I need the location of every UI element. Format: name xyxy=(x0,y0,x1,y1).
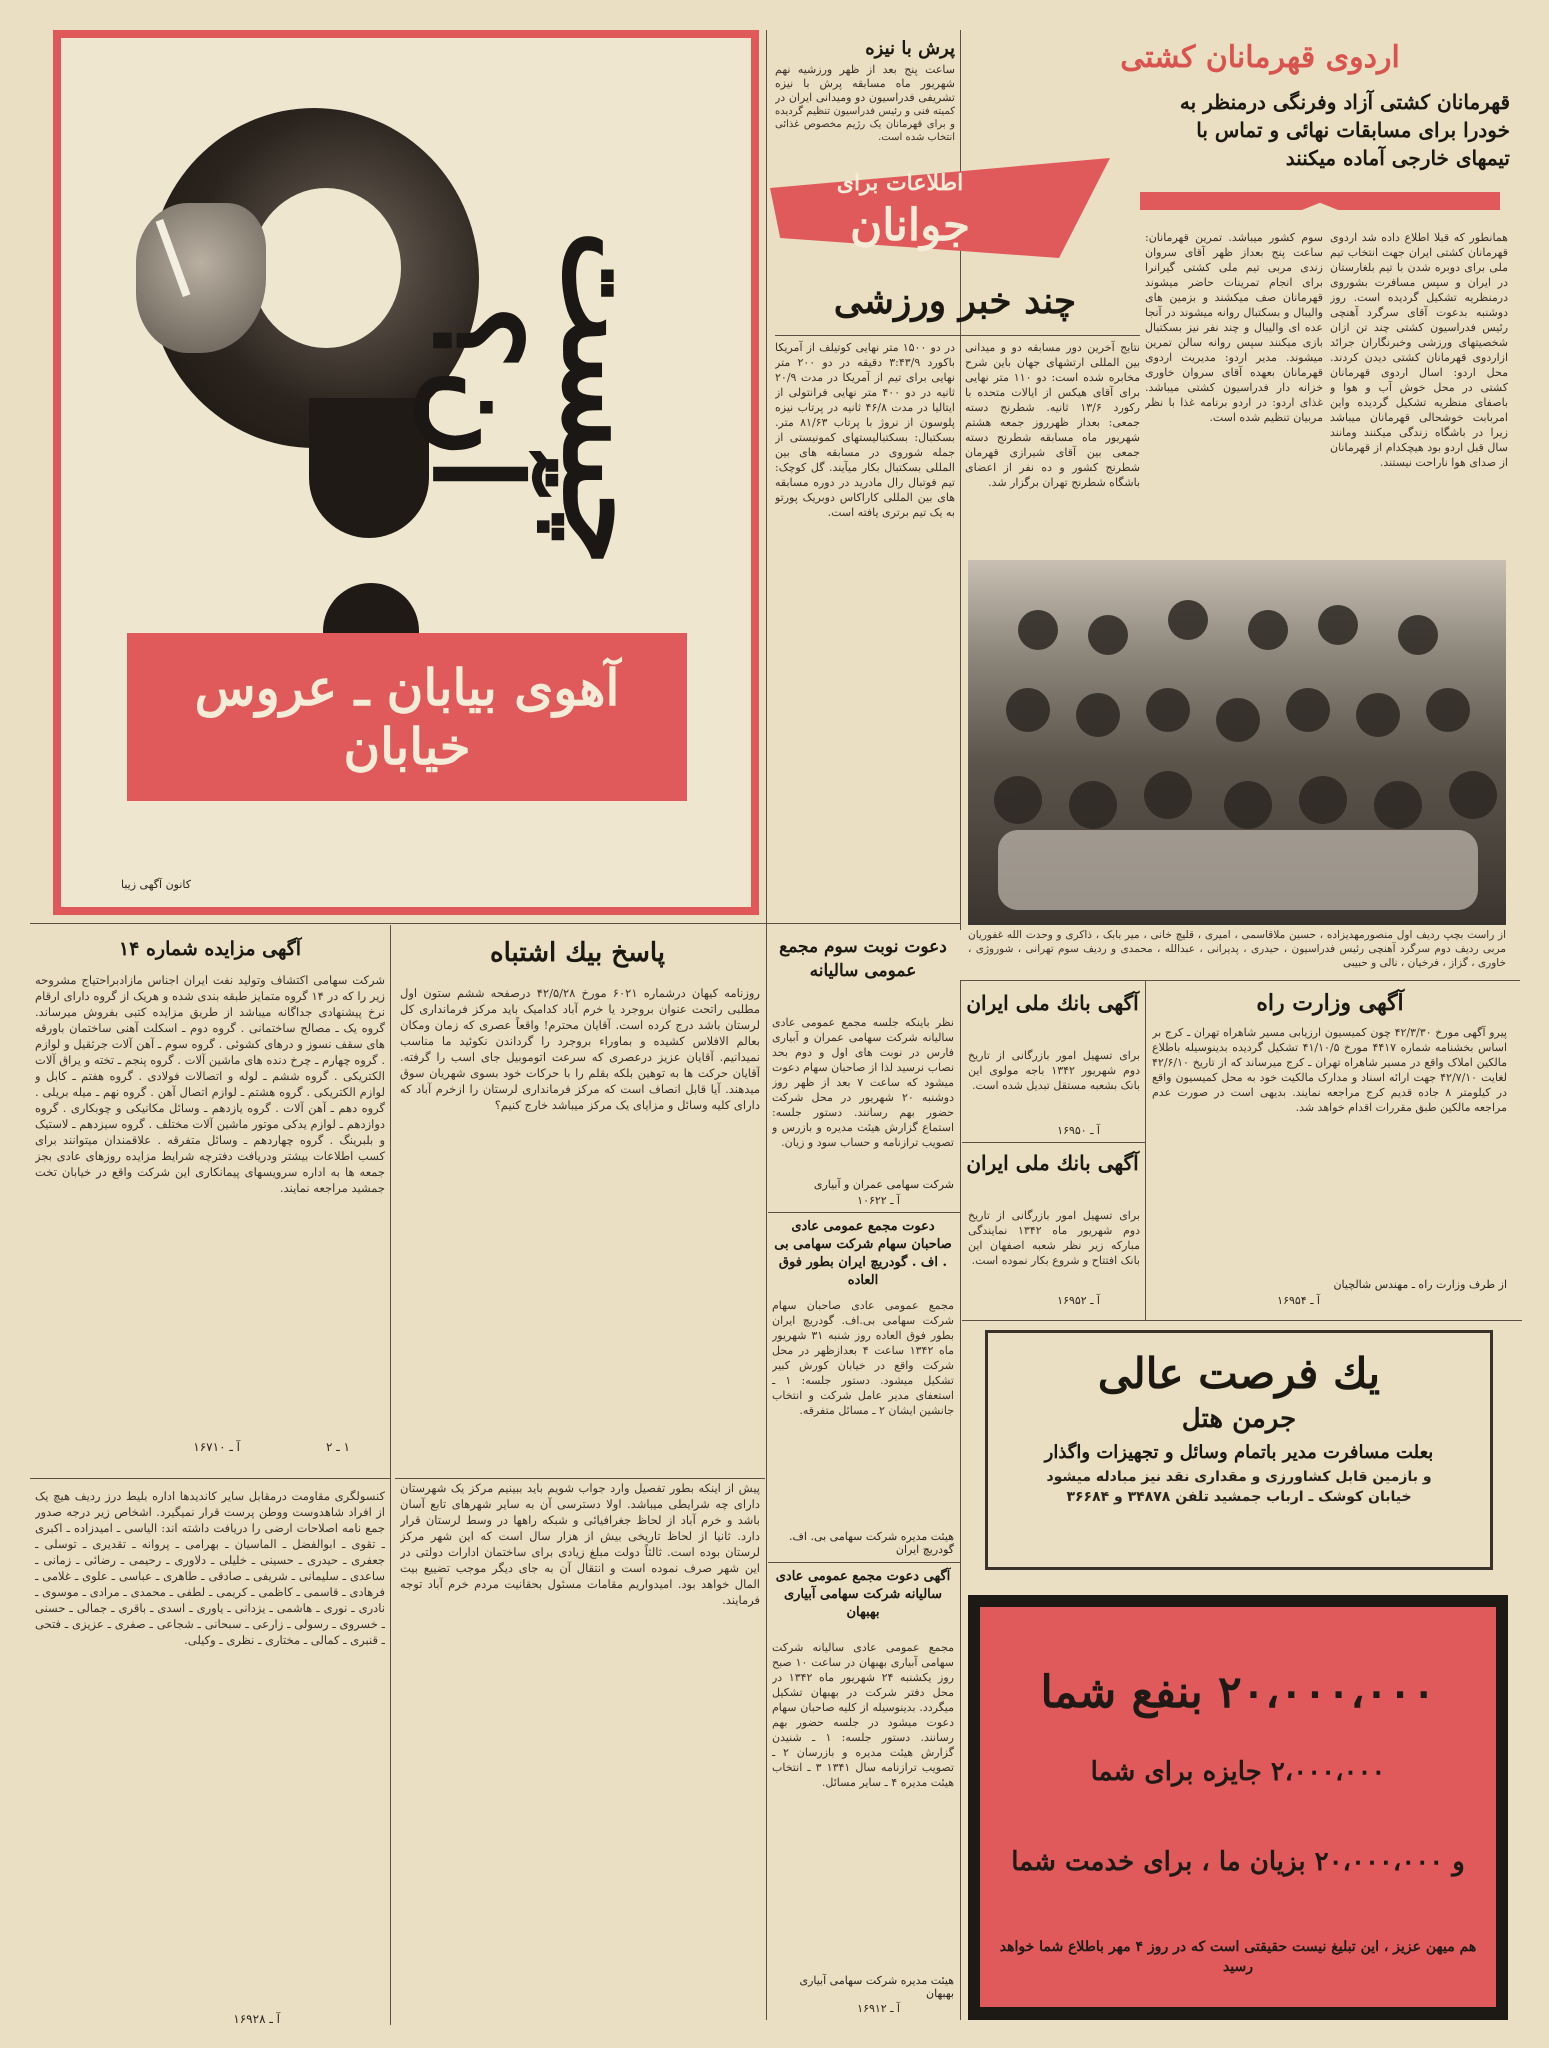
auction-text: شرکت سهامی اکتشاف وتولید نفت ایران اجناس مازادبراحتیاج مشروحه زیر را که در ۱۴ گروه متمایز طبقه بندی شده و هریک از گروه دارای ارقام نرخ پیشنهادی جداگانه میباشد از طریق مزایده کتبی بفروش میرساند. گروه یک ـ مصالح ساختمانی . گروه دوم ـ اسکلت آهنی ساختمان باورقه های سقف نسوز و درهای کشوئی . گروه سوم ـ آهن آلات جرثقیل و لوازم . گروه چهارم ـ چرخ دنده های ماشین آلات . گروه پنجم ـ تخته و یراق آلات الکتریکی . گروه ششم ـ لوله و اتصالات فولادی . گروه هفتم ـ کابل و لوازم الکتریکی . گروه هشتم ـ لوازم اتصال آهن . گروه نهم ـ میله بریلی . گروه دهم ـ آهن آلات . گروه یازدهم ـ وسائل مکانیکی و چوبکاری . گروه دوازدهم ـ لوازم یدکی موتور ماشین آلات مختلف . گروه سیزدهم ـ لاستیک و بلبرینگ . گروه چهاردهم ـ وسائل متفرقه . علاقمندان میتوانند برای کسب اطلاعات بیشتر ودریافت دفترچه شرایط مزایده روزهای عادی بجز جمعه ها به اداره سرویسهای پیمانکاری این شرکت واقع در خیابان تخت جمشید مراجعه نمایند. xyxy=(35,973,385,1195)
bank2-text: برای تسهیل امور بازرگانی از تاریخ دوم شهریور ماه ۱۳۴۲ نمایندگی مبارکه زیر نظر شعبه اصفهان این بانک افتتاح و شروع بکار نموده است. xyxy=(968,1209,1140,1267)
rule xyxy=(30,1478,390,1479)
hotel-line3: بعلت مسافرت مدیر باتمام وسائل و تجهیزات واگذار xyxy=(1044,1442,1434,1463)
road-text: پیرو آگهی مورخ ۴۲/۳/۳۰ چون کمیسیون ارزیابی مسیر شاهراه تهران ـ کرج بر اساس بخشنامه شماره ۴۴۱۷ مورخ ۴۱/۱۰/۵ تشکیل گردیده بدینوسیله باطلاع مالکین املاک واقع در مسیر شاهراه تهران ـ کرج میرساند که از تاریخ ۴۲/۶/۱۰ لغایت ۴۲/۷/۱۰ جهت ارائه اسناد و مدارک مالکیت خود به محل کمیسیون واقع در کیلومتر ۸ جاده قدیم کرج مراجعه نمایند. بدیهی است در صورت عدم مراجعه مالکین طبق مقررات اقدام خواهد شد. xyxy=(1152,1026,1507,1114)
wrestling-headline: قهرمانان کشتی آزاد وفرنگی درمنظر به خودرا برای مسابقات نهائی و تماس با تیمهای خارجی آماده میکنند xyxy=(1179,90,1510,170)
rule xyxy=(962,1320,1522,1321)
road-title: آگهی وزارت راه xyxy=(1256,990,1404,1016)
reply-title: پاسخ بیك اشتباه xyxy=(489,938,666,968)
hotel-line5: خیابان کوشک ـ ارباب جمشید تلفن ۳۴۸۷۸ و ۳۶۶۸۴ xyxy=(1066,1489,1412,1505)
reply-col2: پیش از اینکه بطور تفصیل وارد جواب شویم باید ببینیم مرکز یک شهرستان دارای چه شرایطی میباشد. اولا دسترسی آن به سایر شهرهای تابع آسان باشد و خرم آباد از لحاظ جغرافیائی و شبکه راهها در وسط لرستان قرار دارد. ثانیا از لحاظ تاریخی بیش از هزار سال است که این شهر مرکز لرستان بوده است. ثالثاً دولت مبلغ زیادی برای ساختمان ادارات دولتی در این شهر صرف نموده است و انتقال آن به جای دیگر موجب تضییع بیت المال خواهد بود. امیدواریم مقامات مسئول بحقانیت مردم خرم آباد توجه فرمایند. xyxy=(400,1481,760,1607)
bank1-text: برای تسهیل امور بازرگانی از تاریخ دوم شهریور ۱۳۴۲ باجه مولوی این بانک بشعبه مستقل تبدیل شده است. xyxy=(968,1049,1140,1092)
big-question-text: چیست آن؟ xyxy=(406,230,677,566)
bank1-code: آ ـ ۱۶۹۵۰ xyxy=(1057,1124,1100,1137)
prize-line4: هم میهن عزیز ، این تبلیغ نیست حقیقتی است که در روز ۴ مهر باطلاع شما خواهد رسید xyxy=(999,1939,1477,1975)
hotel-line2: جرمن هتل xyxy=(1181,1404,1297,1434)
slogan-text: آهوی بیابان ـ عروس خیابان xyxy=(194,658,620,776)
auction-code: آ ـ ۱۶۷۱۰ xyxy=(193,1440,240,1454)
wrestling-kicker: اردوی قهرمانان کشتی xyxy=(1120,40,1400,75)
wrestling-text-col2: سوم کشور میباشد. تمرین قهرمانان: ساعت پنج بعداز ظهر آقای سروان زندی مربی تیم ملی کشتی گیرانرا برای انجام تمرینات حاضر میشوند قهرمانان صف میکشند و بزمین های والیبال و بسکتبال روانه میشوند در آنجا عده ای والیبال و چند نفر نیز بسکتبال بازی میکنند سپس روانه سالن تمرین میشوند. مدیر اردو: مدیریت اردوی قهرمانان بعهده آقای سروان خاوری خزانه دار فدراسیون کشتی میباشد. غذای اردو: در اردو برنامه غذا با نظر مربیان تنظیم شده است. xyxy=(1145,231,1323,424)
spear-jump-article xyxy=(775,38,955,148)
sports-news-col2: در دو ۱۵۰۰ متر نهایی کوتیلف از آمریکا باکورد ۳:۴۳/۹ دقیقه در دو ۲۰۰ متر نهایی برای تیم از آمریکا در مدت ۲۰/۹ ثانیه در دو ۴۰۰ متر نهایی فرانتولی از ایتالیا در مدت ۴۶/۸ ثانیه در پرتاب نیزه پلوسون از نروژ با پرتاب ۸۱/۶۳ متر. بسکتبال: بسکتبالیستهای کمونیستی از جمله شوروی در مسابقه های بین المللی بسکتبال بکار میآیند. گل کوچک: تیم فوتبال رال مادرید در دوره مسابقه های بین المللی کاراکاس دوبریک پورتو به یک تیم برتری یافته است. xyxy=(775,341,955,519)
prize-line2: ۲،۰۰۰،۰۰۰ جایزه برای شما xyxy=(1090,1757,1386,1787)
spear-jump-text: ساعت پنج بعد از ظهر ورزشیه نهم شهریور ماه مسابقه پرش با نیزه تشریفی فدراسیون دو ومیدانی ایران در xyxy=(775,63,955,104)
road-sign: از طرف وزارت راه ـ مهندس شالچیان xyxy=(1333,1278,1507,1291)
bank2-code: آ ـ ۱۶۹۵۲ xyxy=(1057,1294,1100,1307)
rule xyxy=(962,1142,1145,1143)
column-rule xyxy=(766,30,767,2020)
mystery-ad xyxy=(53,30,759,915)
rule xyxy=(395,1478,765,1479)
invite3-sign: شرکت سهامی عمران و آبیاری xyxy=(813,1178,954,1191)
bank2-title: آگهی بانك ملی ایران xyxy=(966,1151,1139,1175)
prize-line1: ۲۰،۰۰۰،۰۰۰ بنفع شما xyxy=(1040,1667,1436,1718)
rule xyxy=(768,1562,960,1563)
irrigation-sign: هیئت مدیره شرکت سهامی آبیاری بهبهان xyxy=(799,1974,954,2000)
column-rule xyxy=(1145,980,1146,1320)
wrestling-text-col1: همانطور که قبلا اطلاع داده شد اردوی قهرمانان کشتی ایران جهت انتخاب تیم ملی برای دوبره شدن با تیم بلغارستان در ایران و سپس مسافرت بشوروی درمنظریه تشکیل گردیده است. روز دوشنبه بدعوت آقای سرگرد آهنچی رئیس فدراسیون کشتی چند تن ازان شخصیتهای ورزشی وخبرنگاران جرائد ازاردوی قهرمانان کشتی دیدن کردند. محل اردو: اسال اردوی قهرمانان کشتی در محل خوش آب و هوا و باصفای منظریه تشکیل گردیده واین امربابت خوشحالی قهرمانان میباشد زیرا در باشگاه زندگی میکنند ومانند سال قبل اردو بود هیچکدام از قهرمانان از صدای هوا ناراحت نیستند. xyxy=(1330,231,1508,469)
hand-with-cigarette xyxy=(136,203,266,353)
spear-jump-title: پرش با نیزه xyxy=(865,38,955,59)
road-code: آ ـ ۱۶۹۵۴ xyxy=(1277,1294,1320,1307)
youth-logo-small: اطلاعات برای xyxy=(836,170,964,196)
prize-line3: و ۲۰،۰۰۰،۰۰۰ بزیان ما ، برای خدمت شما xyxy=(1011,1847,1465,1877)
ad-credit: کانون آگهی زیبا xyxy=(121,878,191,891)
invite3-code: آ ـ ۱۰۶۲۲ xyxy=(857,1194,900,1207)
youth-section-logo xyxy=(770,148,1120,273)
invite-extra-text: مجمع عمومی عادی صاحبان سهام شرکت سهامی بی.اف. گودریچ ایران بطور فوق العاده روز شنبه ۳۱ شهریور ماه ۱۳۴۲ ساعت ۴ بعدازظهر در محل شرکت واقع در خیابان کورش کبیر تشکیل میشود. دستور جلسه: ۱ ـ استعفای مدیر عامل شرکت و انتخاب جانشین ایشان ۲ ـ مسائل متفرقه. xyxy=(772,1299,954,1417)
lower-left-code: آ ـ ۱۶۹۲۸ xyxy=(233,2012,280,2026)
irrigation-text: مجمع عمومی عادی سالیانه شرکت سهامی آبیاری بهبهان در ساعت ۱۰ صبح روز یکشنبه ۲۴ شهریور ماه ۱۳۴۲ در محل دفتر شرکت در بهبهان تشکیل میگردد. بدینوسیله از کلیه صاحبان سهام دعوت میشود در جلسه حضور بهم رسانند. دستور جلسه: ۱ ـ شنیدن گزارش هیئت مدیره و بازرسان ۲ ـ تصویب ترازنامه سال ۱۳۴۱ ۳ ـ انتخاب هیئت مدیره ۴ ـ سایر مسائل. xyxy=(772,1641,954,1789)
wrestling-team-photo xyxy=(968,560,1506,925)
youth-logo-big: جوانان xyxy=(849,200,971,251)
rule xyxy=(30,923,960,924)
headline-arrow xyxy=(1140,192,1500,210)
hotel-line4: و بازمین قابل کشاورزی و مقداری نقد نیز مبادله میشود xyxy=(1046,1469,1432,1485)
photo-caption: از راست بچپ ردیف اول منصورمهدیزاده ، حسین ملاقاسمی ، امیری ، قلیچ خانی ، میر بابک ، ذاکری و وحدت الله غفوریان مربی ردیف دوم سرگرد آهنچی رئیس فدراسیون ، حیدری ، پدیرانی ، عبدالله ، محمدی و ردیف سوم تهرانی ، شوروژی ، خاوری ، گزاز ، فرخیان ، نالی و حبیبی xyxy=(968,929,1506,969)
irrigation-code: آ ـ ۱۶۹۱۲ xyxy=(857,2002,900,2015)
lower-left-text: کنسولگری مقاومت درمقابل سایر کاندیدها اداره بلیط درز ردیف هیچ یک از افراد شاهدوست ووطن پرست قرار نمیگیرد. اشخاص زیر درجه صدور جمع نامه اصلاحات ارضی را دریافت داشته اند: الیاسی ـ امیدزاده ـ اکبری ـ تقوی ـ ابوالفضل ـ الماسیان ـ بهرامی ـ پروانه ـ تقدیری ـ توسلی ـ جعفری ـ حیدری ـ حسینی ـ خلیلی ـ دلاوری ـ رحیمی ـ رضائی ـ زمانی ـ ساعدی ـ سلیمانی ـ شریفی ـ صادقی ـ طاهری ـ عباسی ـ علوی ـ غلامی ـ فرهادی ـ قاسمی ـ کاظمی ـ کریمی ـ لطفی ـ محمدی ـ مرادی ـ موسوی ـ نادری ـ نوری ـ هاشمی ـ یزدانی ـ یاوری ـ اسدی ـ باقری ـ جمالی ـ حسنی ـ خسروی ـ رسولی ـ زارعی ـ سبحانی ـ شجاعی ـ صفری ـ عزیزی ـ فتحی ـ قنبری ـ کمالی ـ مختاری ـ نظری ـ وکیلی. xyxy=(35,1489,385,1647)
invite-extra-sign: هیئت مدیره شرکت سهامی بی. اف. گودریچ ایران xyxy=(789,1530,954,1556)
column-rule xyxy=(390,925,391,2025)
invite3-text: نظر باینکه جلسه مجمع عمومی عادی سالیانه شرکت سهامی عمران و آبیاری فارس در نوبت های اول و دوم بحد نصاب نرسید لذا از صاحبان سهام دعوت میشود که ساعت ۷ بعد از ظهر روز دوشنبه ۲۰ شهریور در محل شرکت حضور بهم رسانند. دستور جلسه: استماع گزارش هیئت مدیره و بازرس و تصویب ترازنامه و حساب سود و زیان. xyxy=(772,1016,954,1149)
column-rule xyxy=(960,980,961,2020)
irrigation-title: آگهی دعوت مجمع عمومی عادی سالیانه شرکت سهامی آبیاری بهبهان xyxy=(775,1569,951,1620)
prize-ad-inner xyxy=(980,1607,1496,2007)
team-photo-silhouettes xyxy=(968,560,1506,925)
slogan-band xyxy=(127,633,687,801)
bank1-title: آگهی بانك ملی ایران xyxy=(966,991,1139,1015)
invite3-title: دعوت نوبت سوم مجمع عمومی سالیانه xyxy=(779,937,947,981)
rule xyxy=(768,1212,960,1213)
spear-jump-text-b: کمیته فنی و رئیس فدراسیون تنظیم گردیده و برای قهرمانان یک رژیم مخصوص غذائی انتخاب شده است. xyxy=(775,106,955,143)
sports-news-col1: نتایج آخرین دور مسابقه دو و میدانی بین المللی ارتشهای جهان باین شرح مخابره شده است: دو ۱۱۰ متر نهایی برای آقای هیکس از ایالات متحده با رکورد ۱۳/۶ ثانیه. شطرنج دسته جمعی: بعداز ظهرروز جمعه هشتم شهریور ماه مسابقه شطرنج دسته جمعی بین آقای شیرازی قهرمان شطرنج کشور و ده نفر از اعضای باشگاه شطرنج تهران برگزار شد. xyxy=(965,341,1140,489)
rule xyxy=(775,335,1140,336)
hotel-line1: یك فرصت عالی xyxy=(1097,1349,1381,1398)
auction-title: آگهی مزایده شماره ۱۴ xyxy=(118,938,302,960)
sports-news-title: چند خبر ورزشی xyxy=(833,280,1077,322)
rule xyxy=(960,980,1520,981)
question-mark-inner xyxy=(251,188,401,348)
hotel-ad xyxy=(985,1330,1493,1570)
prize-ad xyxy=(968,1595,1508,2020)
invite-extra-title: دعوت مجمع عمومی عادی صاحبان سهام شرکت سهامی بی . اف . گودریچ ایران بطور فوق العاده xyxy=(774,1219,952,1288)
reply-col1: روزنامه کیهان درشماره ۶۰۲۱ مورخ ۴۲/۵/۲۸ درصفحه ششم ستون اول مطلبی راتحت عنوان بروجرد یا خرم آباد کدامیک باید مرکز فرمانداری کل لرستان باشد درج کرده است. آقایان محترم! واقعاً عصری که زمان ومکان بعالم الافلاس کشیده و بماوراء بروجرد را گرداندن نکوئید ما مناسب نمیدانیم. آقایان عزیز درعصری که سرعت اتوموبیل جای اسب را گرفته. آقایان حرکت ها به توهین بلکه بقلم را با حرکات خود بسوی شهریان سوق میدهند. آیا قابل انصاف است که مرکز فرمانداری لرستان را ازخرم آباد که دارای کلیه وسائل و مزایای یک مرکز میباشد خارج کنیم؟ xyxy=(400,986,760,1112)
auction-code-2: ۱ ـ ۲ xyxy=(325,1440,350,1454)
